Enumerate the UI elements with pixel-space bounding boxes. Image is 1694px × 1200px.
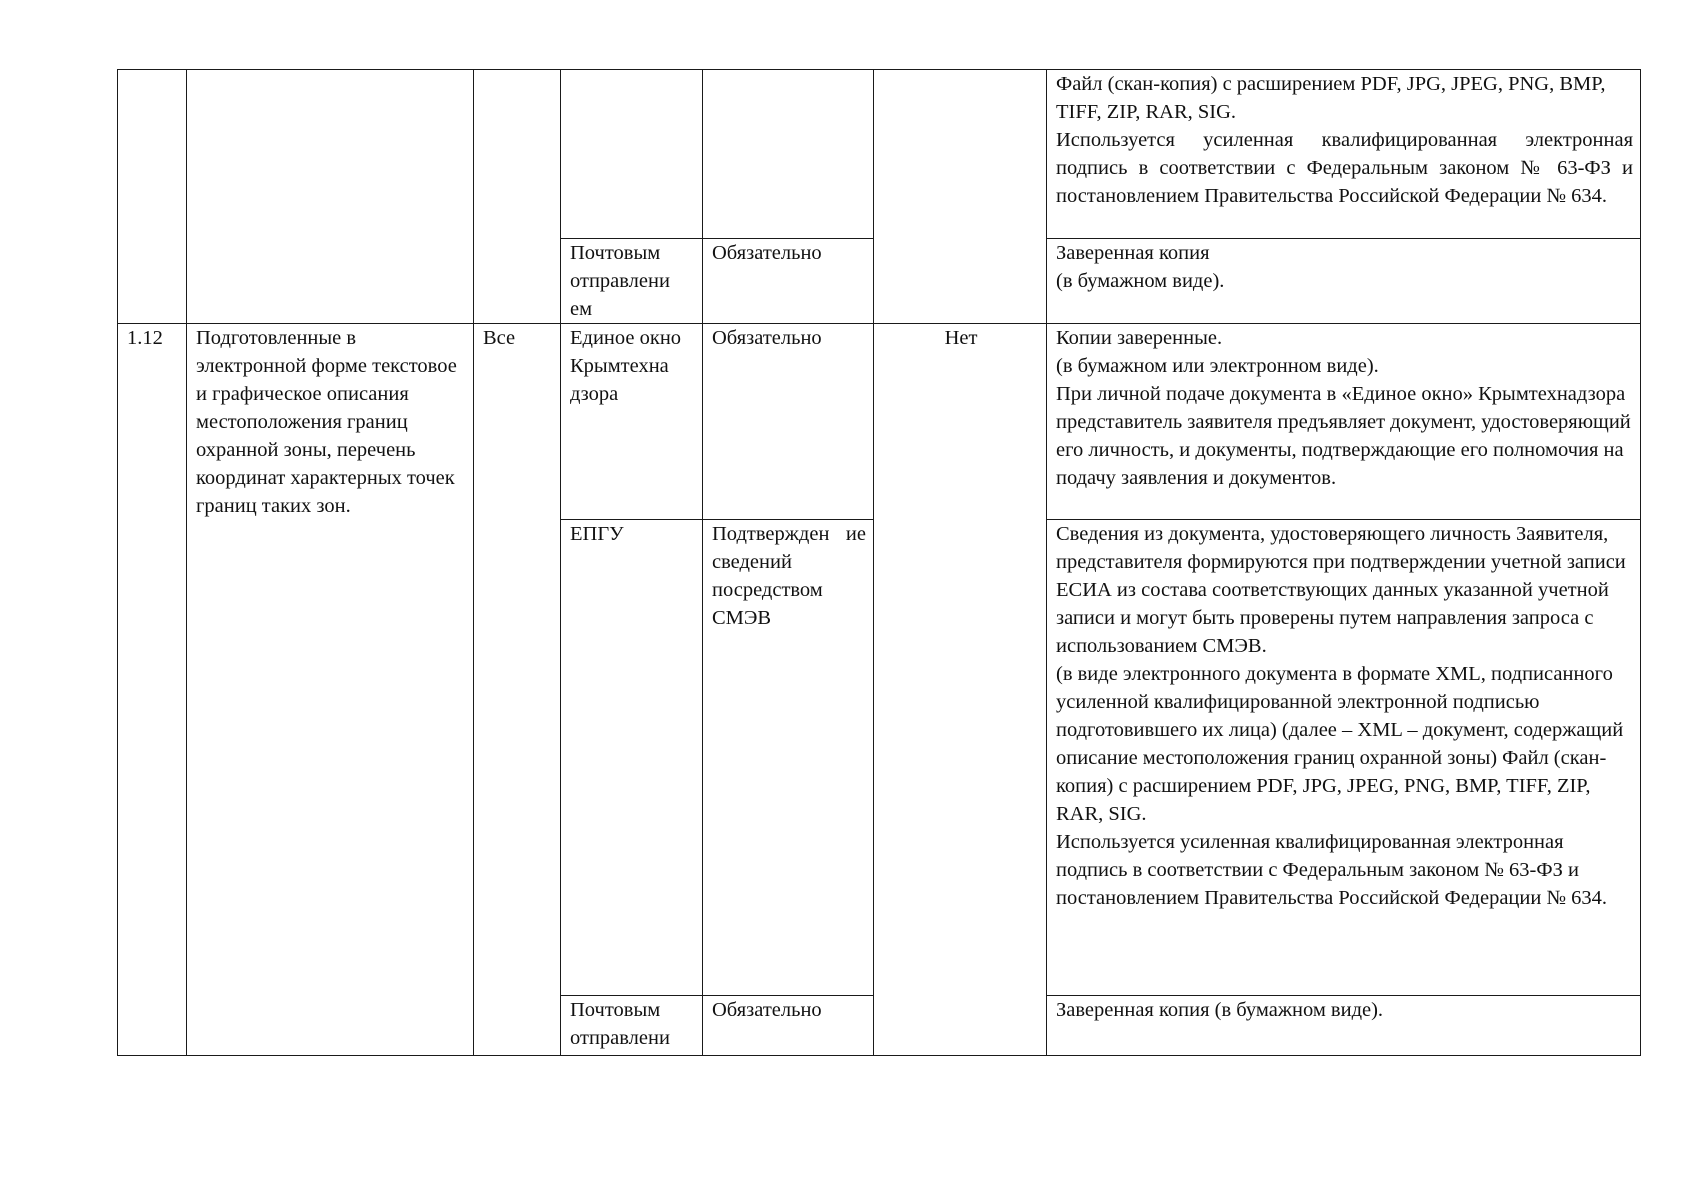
cell-requirement: Обязательно — [703, 324, 874, 520]
description-paragraph: (в бумажном виде). — [1056, 270, 1225, 292]
description-paragraph: Используется усиленная квалифицированная электронная подпись в соответствии с Федеральным законом № 63-ФЗ и постановлением Правительства Российской Федерации № 634. — [1056, 831, 1608, 909]
table-row — [118, 70, 1641, 239]
cell-requirement — [703, 70, 874, 239]
cell-description — [1047, 324, 1641, 520]
cell-method: Почтовым отправлени — [561, 996, 703, 1056]
description-paragraph: Используется усиленная квалифицированная электронная подпись в соответствии с Федеральным законом № 63-ФЗ и постановлением Правительства Российской Федерации № 634. — [1056, 129, 1633, 207]
cell-description — [1047, 239, 1641, 324]
cell-description — [1047, 520, 1641, 996]
cell-flag: Нет — [874, 324, 1047, 1056]
cell-number: 1.12 — [118, 324, 187, 1056]
description-paragraph: Копии заверенные. — [1056, 327, 1223, 349]
cell-method — [561, 70, 703, 239]
cell-applicants — [474, 70, 561, 324]
cell-number — [118, 70, 187, 324]
cell-document — [187, 70, 474, 324]
description-paragraph: Заверенная копия — [1056, 242, 1210, 264]
cell-applicants: Все — [474, 324, 561, 1056]
cell-requirement: Обязательно — [703, 239, 874, 324]
table-row — [118, 324, 1641, 520]
description-paragraph: (в виде электронного документа в формате XML, подписанного усиленной квалифицированной электронной подписью подготовившего их лица) (далее – XML – документ, содержащий описание местоположения границ охранной зоны) Файл (скан-копия) с расширением PDF, JPG, JPEG, PNG, BMP, TIFF, ZIP, RAR, SIG. — [1056, 663, 1624, 825]
cell-method: Почтовым отправлени ем — [561, 239, 703, 324]
cell-requirement: Обязательно — [703, 996, 874, 1056]
requirements-table — [117, 69, 1641, 1056]
description-paragraph: Заверенная копия (в бумажном виде). — [1056, 999, 1384, 1021]
description-paragraph: Сведения из документа, удостоверяющего личность Заявителя, представителя формируются при подтверждении учетной записи ЕСИА из состава соответствующих данных указанной учетной записи и могут быть проверены путем направления запроса с использованием СМЭВ. — [1056, 523, 1626, 657]
description-paragraph: При личной подаче документа в «Единое окно» Крымтехнадзора представитель заявителя предъявляет документ, удостоверяющий его личность, и документы, подтверждающие его полномочия на подачу заявления и документов. — [1056, 383, 1631, 489]
cell-description — [1047, 996, 1641, 1056]
cell-requirement: Подтвержден ие сведений посредством СМЭВ — [703, 520, 874, 996]
cell-description — [1047, 70, 1641, 239]
cell-flag — [874, 70, 1047, 324]
cell-method: Единое окно Крымтехна дзора — [561, 324, 703, 520]
cell-document: Подготовленные в электронной форме текстовое и графическое описания местоположения границ охранной зоны, перечень координат характерных точек границ таких зон. — [187, 324, 474, 1056]
cell-method: ЕПГУ — [561, 520, 703, 996]
description-paragraph: (в бумажном или электронном виде). — [1056, 355, 1379, 377]
description-paragraph: Файл (скан-копия) с расширением PDF, JPG, JPEG, PNG, BMP, TIFF, ZIP, RAR, SIG. — [1056, 73, 1606, 123]
